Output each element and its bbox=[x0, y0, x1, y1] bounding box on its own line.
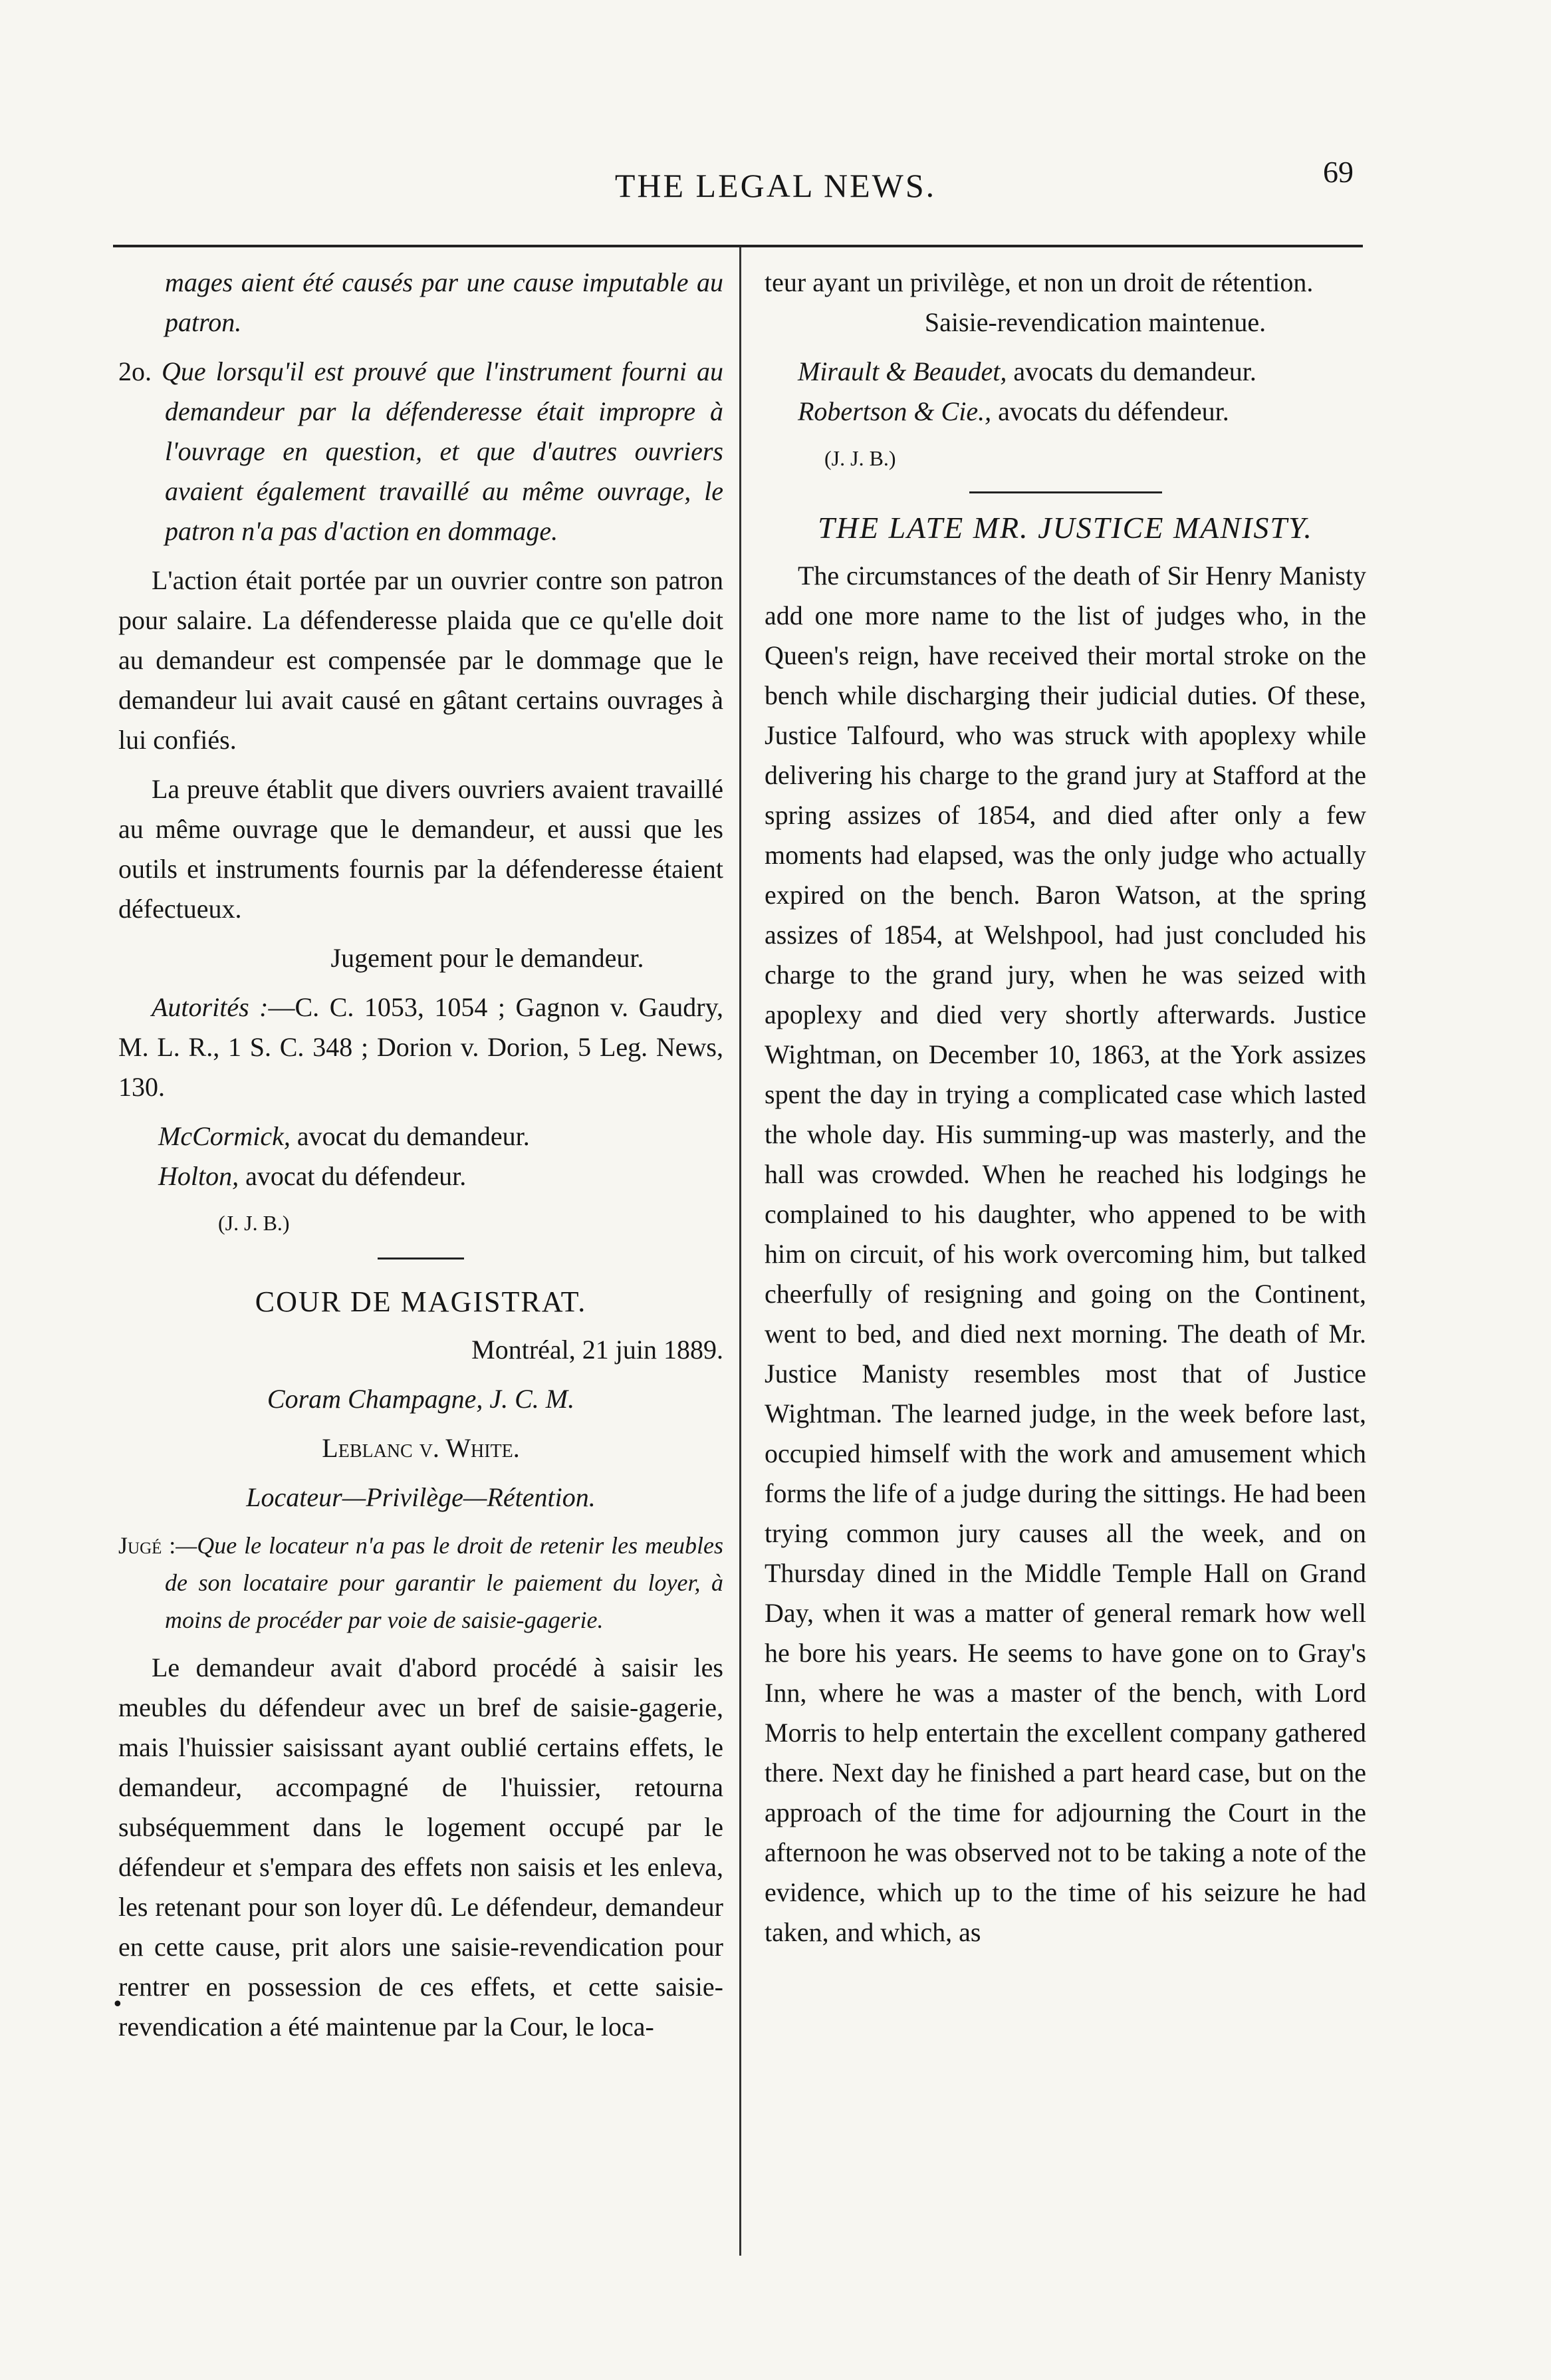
counsel-plaintiff-right-role: avocats du demandeur. bbox=[1007, 356, 1256, 386]
reporter-initials-right: (J. J. B.) bbox=[824, 446, 896, 470]
right-column bbox=[765, 263, 1366, 1962]
counsel-plaintiff bbox=[118, 1117, 723, 1156]
article-body: The circumstances of the death of Sir Henry Manisty add one more name to the list of judges who, in the Queen's reign, have received their mortal stroke on the bench while discharging their judicial duties. Of these, Justice Talfourd, who was struck with apoplexy while delivering his charge to the grand jury at Stafford at the spring assizes of 1854, and died after only a few moments had elapsed, was the only judge who actually expired on the bench. Baron Watson, at the spring assizes of 1854, at Welshpool, had just concluded his charge to the grand jury, when he was seized with apoplexy and died very shortly afterwards. Justice Wightman, on December 10, 1863, at the York assizes spent the day in trying a complicated case which lasted the whole day. His summing-up was masterly, and the hall was crowded. When he reached his lodgings he complained to his daughter, who appened to be with him on circuit, of his work overcoming him, but talked cheerfully of resigning and going on the Continent, went to bed, and died next morning. The death of Mr. Justice Manisty resembles most that of Justice Wightman. The learned judge, in the week before last, occupied himself with the work and amusement which forms the life of a judge during the sittings. He had been trying common jury causes all the week, and on Thursday dined in the Middle Temple Hall on Grand Day, when it was a matter of general remark how well he bore his years. He seems to have gone on to Gray's Inn, where he was a master of the bench, with Lord Morris to help entertain the excellent company gathered there. Next day he finished a part heard case, but on the approach of the time for adjourning the Court in the afternoon he was observed not to be taking a note of the evidence, which up to the time of his seizure he had taken, and which, as bbox=[765, 561, 1366, 1947]
counsel-defendant-right-name: Robertson & Cie., bbox=[798, 396, 992, 426]
counsel-plaintiff-role: avocat du demandeur. bbox=[290, 1121, 530, 1151]
margin-dot: • bbox=[112, 1993, 124, 2016]
left-column bbox=[118, 263, 723, 2056]
counsel-plaintiff-right bbox=[765, 352, 1366, 392]
counsel-defendant bbox=[118, 1156, 723, 1196]
holding-item-1-continued: mages aient été causés par une cause imputable au patron. bbox=[165, 267, 723, 337]
judgment-line: Jugement pour le demandeur. bbox=[330, 943, 644, 973]
place-date: Montréal, 21 juin 1889. bbox=[471, 1335, 723, 1365]
holding-item-2-number: 2o. bbox=[118, 356, 152, 386]
continued-text: teur ayant un privilège, et non un droit de rétention. bbox=[765, 267, 1314, 297]
juge-holding bbox=[118, 1527, 723, 1639]
paragraph-facts: Le demandeur avait d'abord procédé à saisir les meubles du défendeur avec un bref de saisie-gagerie, mais l'huissier saisissant ayant oublié certains effets, le demandeur, accompagné de l'huissier, retourna subséquemment dans le logement occupé par le défendeur et s'empara des effets non saisis et les enleva, les retenant pour son loyer dû. Le défendeur, demandeur en cette cause, prit alors une saisie-revendication pour rentrer en possession de ces effets, et cette saisie-revendication a été maintenue par la Cour, le loca- bbox=[118, 1653, 723, 2042]
verdict-line: Saisie-revendication maintenue. bbox=[924, 307, 1266, 337]
paragraph-action: L'action était portée par un ouvrier contre son patron pour salaire. La défenderesse plaida que ce qu'elle doit au demandeur est compensée par le dommage que le demandeur lui avait causé en gâtant certains ouvrages à lui confiés. bbox=[118, 565, 723, 755]
authorities-paragraph bbox=[118, 988, 723, 1107]
header-rule bbox=[113, 245, 1363, 247]
running-header-title: THE LEGAL NEWS. bbox=[614, 167, 937, 204]
section-separator bbox=[378, 1257, 464, 1259]
juge-text: —Que le locateur n'a pas le droit de retenir les meubles de son locataire pour garantir le paiement du loyer, à moins de procéder par voie de saisie-gagerie. bbox=[165, 1532, 723, 1633]
reporter-initials: (J. J. B.) bbox=[218, 1211, 290, 1235]
counsel-defendant-right-role: avocats du défendeur. bbox=[991, 396, 1229, 426]
coram-line: Coram Champagne, J. C. M. bbox=[267, 1384, 575, 1414]
column-divider bbox=[739, 247, 741, 2256]
counsel-plaintiff-name: McCormick, bbox=[158, 1121, 291, 1151]
case-subject: Locateur—Privilège—Rétention. bbox=[246, 1482, 596, 1512]
paragraph-proof: La preuve établit que divers ouvriers avaient travaillé au même ouvrage que le demandeur, et aussi que les outils et instruments fournis par la défenderesse étaient défectueux. bbox=[118, 774, 723, 924]
counsel-defendant-name: Holton, bbox=[158, 1161, 239, 1191]
page-number: 69 bbox=[1323, 155, 1354, 189]
counsel-defendant-role: avocat du défendeur. bbox=[239, 1161, 467, 1191]
holding-item-2 bbox=[118, 352, 723, 551]
holding-item-2-text: Que lorsqu'il est prouvé que l'instrument fourni au demandeur par la défenderesse était impropre à l'ouvrage en question, et que d'autres ouvriers avaient également travaillé au même ouvrage, le patron n'a pas d'action en dommage. bbox=[162, 356, 723, 546]
article-title: THE LATE MR. JUSTICE MANISTY. bbox=[818, 511, 1313, 545]
authorities-label: Autorités : bbox=[152, 992, 269, 1022]
juge-label: Jugé : bbox=[118, 1532, 176, 1559]
counsel-defendant-right bbox=[765, 392, 1366, 432]
case-parties: Leblanc v. White. bbox=[322, 1433, 520, 1463]
court-title: COUR DE MAGISTRAT. bbox=[255, 1285, 587, 1318]
authorities-text: —C. C. 1053, 1054 ; Gagnon v. Gaudry, M. L. R., 1 S. C. 348 ; Dorion v. Dorion, 5 Leg. News, 130. bbox=[118, 992, 723, 1102]
counsel-plaintiff-right-name: Mirault & Beaudet, bbox=[798, 356, 1007, 386]
article-separator bbox=[969, 491, 1162, 493]
